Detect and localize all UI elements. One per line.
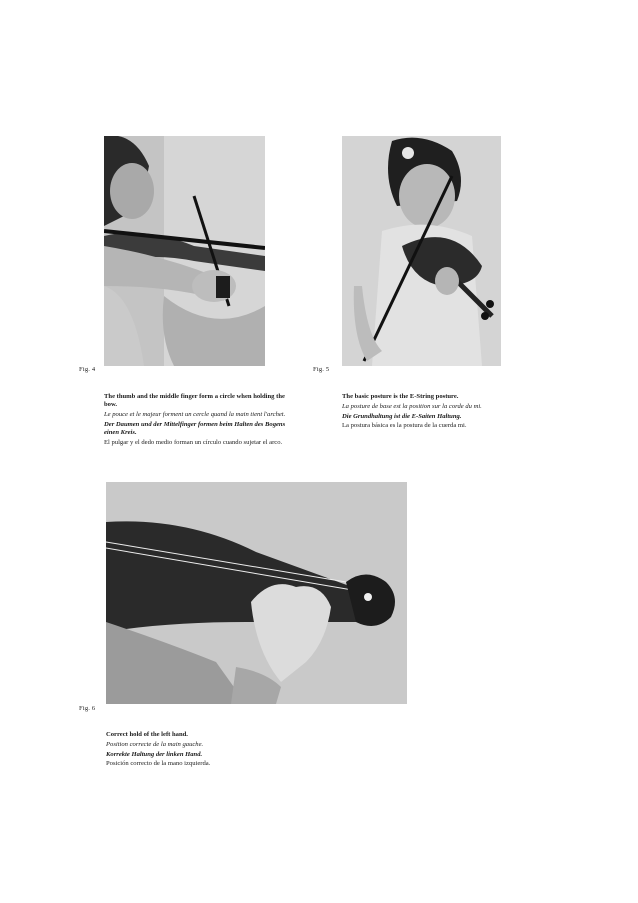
fig5-caption <box>342 393 572 432</box>
fig4-caption-fr: Le pouce et le majeur forment un cercle quand la main tient l'archet. <box>104 411 286 418</box>
fig6-caption-de: Korrekte Haltung der linken Hand. <box>106 750 203 758</box>
fig4-caption <box>104 393 292 449</box>
fig6-caption <box>106 731 346 770</box>
fig5-caption-en: The basic posture is the E-String posture. <box>342 393 459 400</box>
fig6-caption-en: Correct hold of the left hand. <box>106 731 188 738</box>
left-hand-hold-image <box>106 482 407 704</box>
fig4-photo <box>104 136 265 366</box>
fig4-caption-en: The thumb and the middle finger form a circle when holding the bow. <box>104 393 285 409</box>
girl-e-string-posture-image <box>342 136 501 366</box>
fig5-caption-de: Die Grundhaltung ist die E-Saiten Haltung. <box>342 412 462 420</box>
fig5-caption-fr: La posture de base est la position sur la corde du mi. <box>342 402 482 410</box>
fig5-label: Fig. 5 <box>313 366 330 373</box>
fig4-label: Fig. 4 <box>79 366 96 373</box>
fig6-caption-es: Posición correcto de la mano izquierda. <box>106 760 211 768</box>
fig6-photo <box>106 482 407 704</box>
fig5-photo <box>342 136 501 366</box>
fig4-caption-de: Der Daumen und der Mittelfinger formen beim Halten des Bogens einen Kreis. <box>104 420 286 436</box>
fig6-caption-fr: Position correcte de la main gauche. <box>106 740 204 748</box>
fig5-caption-es: La postura básica es la postura de la cuerda mi. <box>342 422 467 430</box>
fig4-caption-es: El pulgar y el dedo medio forman un círculo cuando sujetar el arco. <box>104 438 283 446</box>
girl-holding-bow-image <box>104 136 265 366</box>
fig6-label: Fig. 6 <box>79 705 96 712</box>
